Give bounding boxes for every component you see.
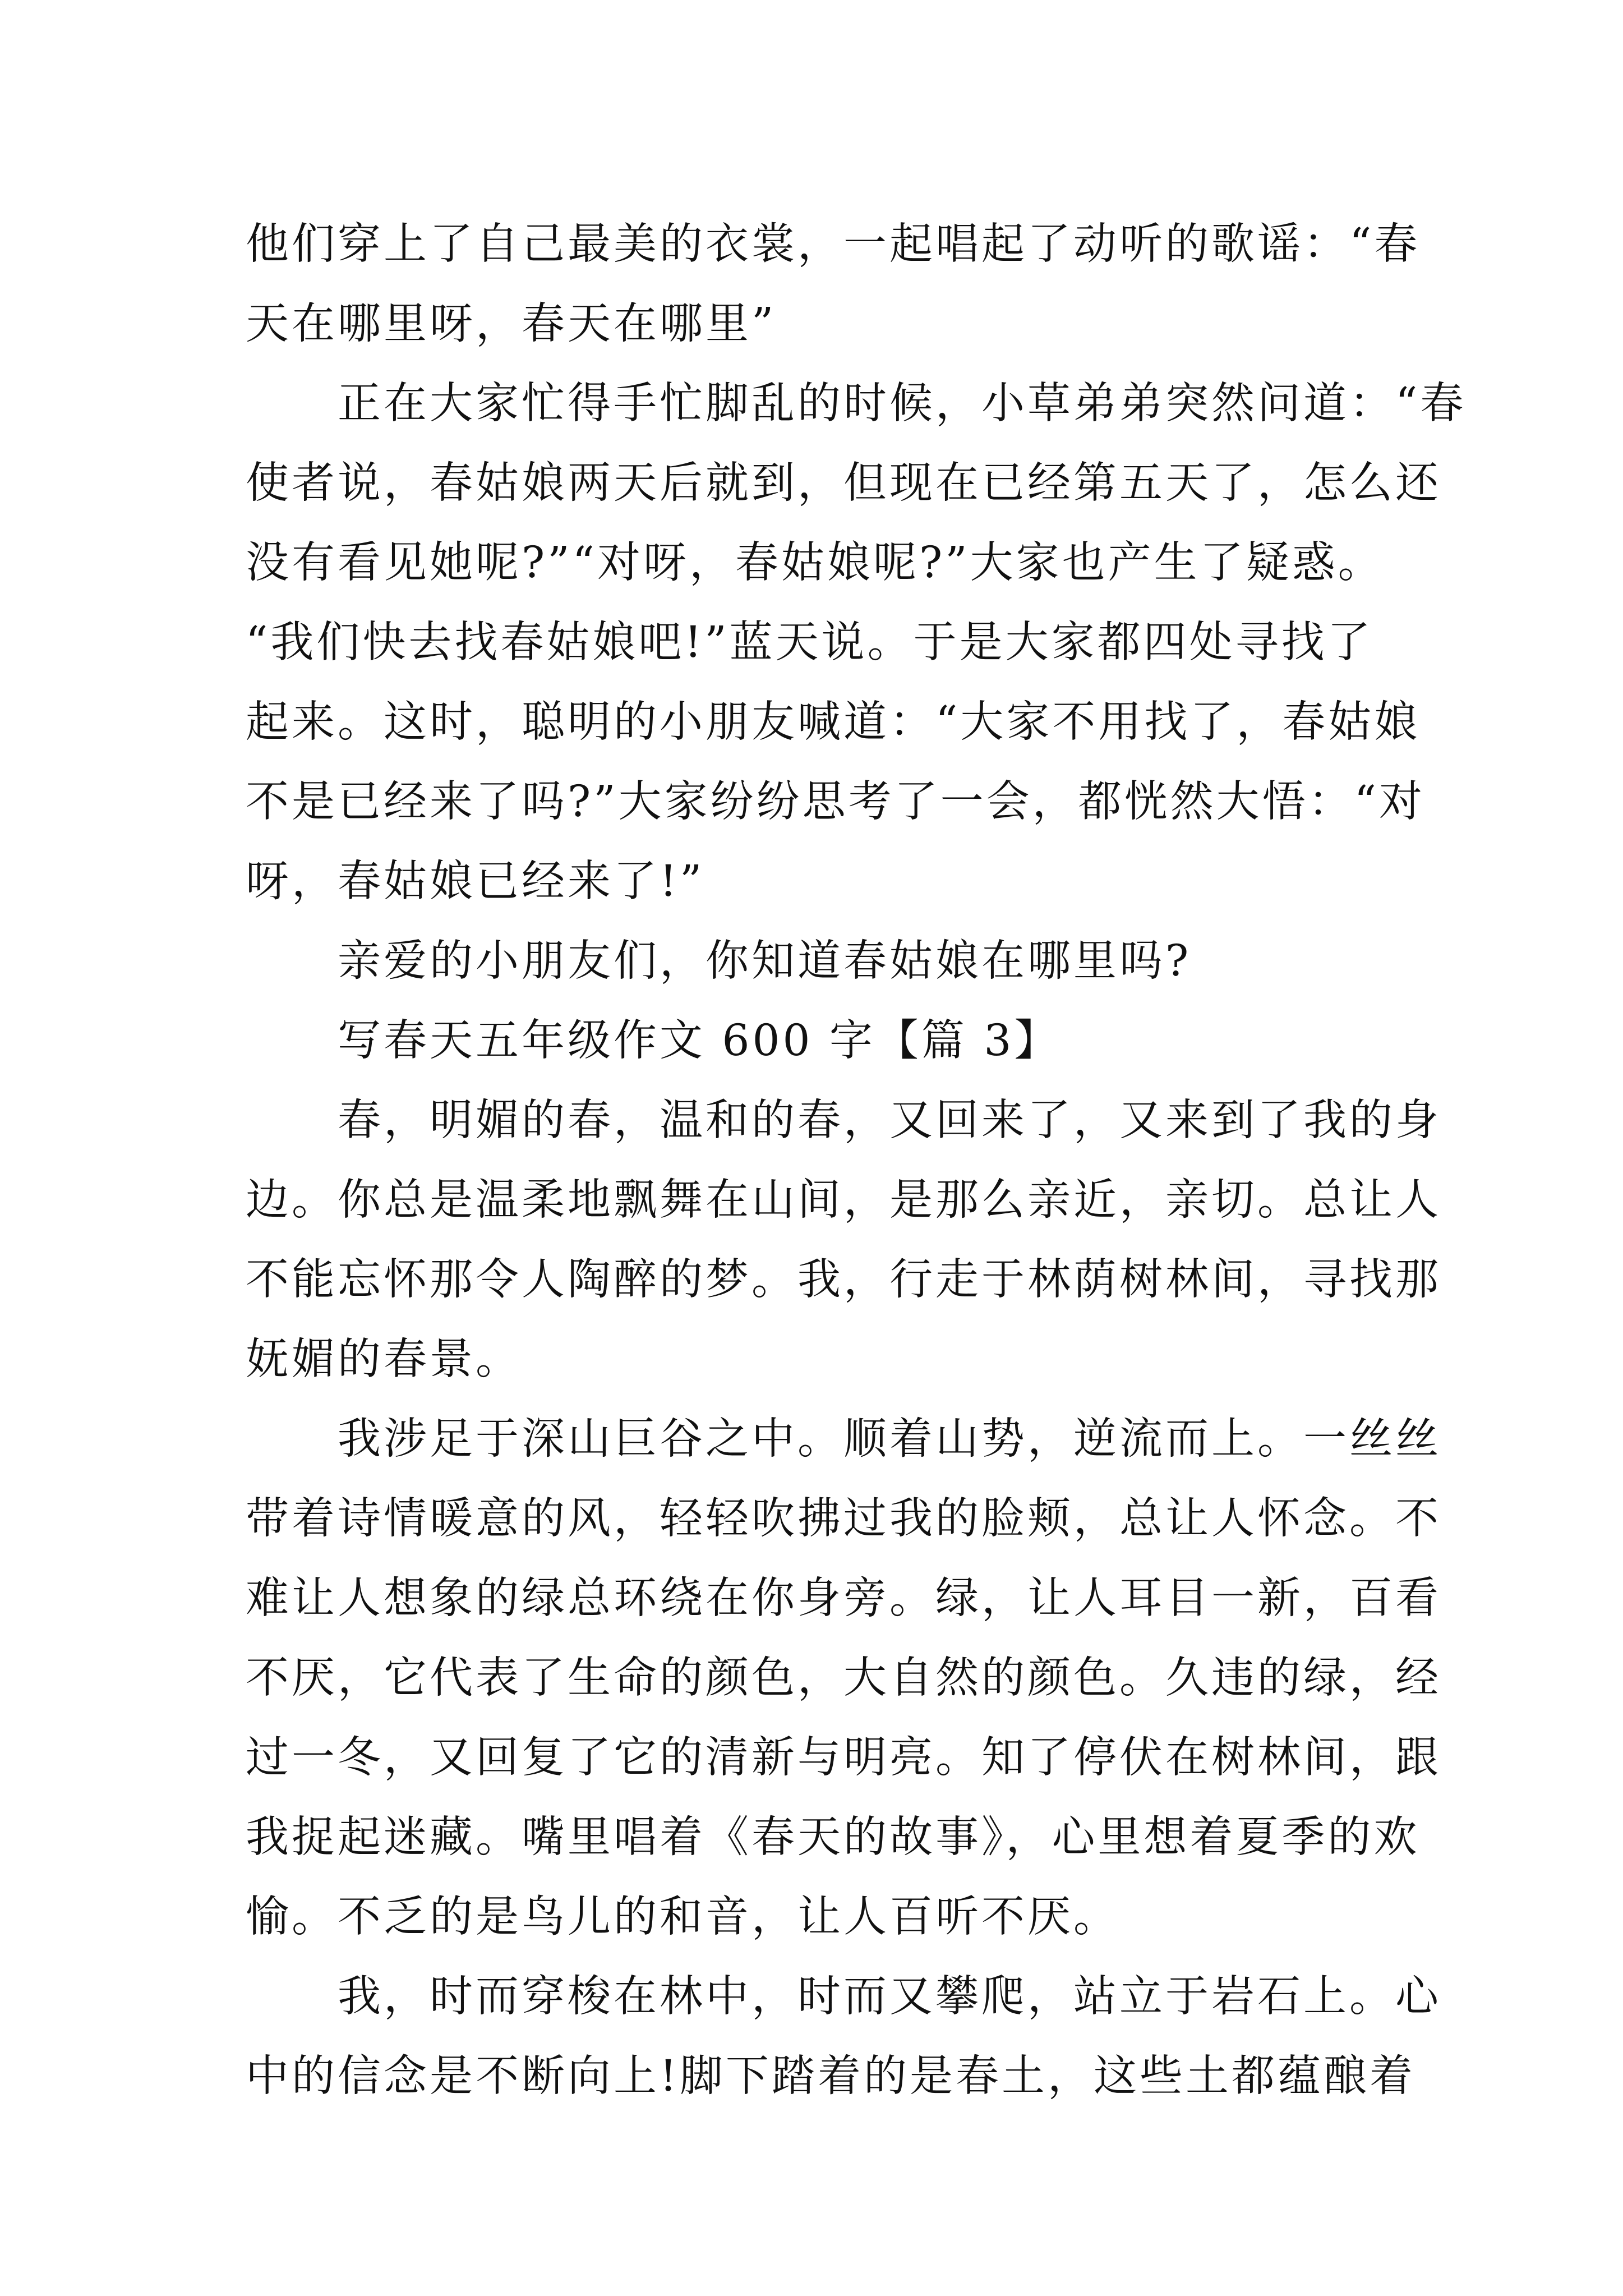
text-line: 妩媚的春景。 [246, 1335, 522, 1384]
text-line: “我们快去找春姑娘吧!”蓝天说。于是大家都四处寻找了 [246, 618, 1373, 668]
document-body [246, 205, 1467, 2116]
text-line: 使者说，春姑娘两天后就到，但现在已经第五天了，怎么还 [246, 458, 1441, 508]
text-line: 边。你总是温柔地飘舞在山间，是那么亲近，亲切。总让人 [246, 1175, 1441, 1225]
text-line: 带着诗情暖意的风，轻轻吹拂过我的脸颊，总让人怀念。不 [246, 1494, 1441, 1544]
text-line: 起来。这时，聪明的小朋友喊道：“大家不用找了，春姑娘 [246, 697, 1421, 747]
text-line: 正在大家忙得手忙脚乱的时候，小草弟弟突然问道：“春 [246, 379, 1467, 429]
section-heading: 写春天五年级作文 600 字【篇 3】 [246, 1016, 1061, 1066]
text-line: 愉。不乏的是鸟儿的和音，让人百听不厌。 [246, 1892, 1119, 1942]
text-line: 难让人想象的绿总环绕在你身旁。绿，让人耳目一新，百看 [246, 1573, 1441, 1623]
text-line: 中的信念是不断向上!脚下踏着的是春土，这些土都蕴酿着 [246, 2051, 1415, 2101]
text-line: 没有看见她呢?”“对呀，春姑娘呢?”大家也产生了疑惑。 [246, 538, 1384, 588]
text-line: 他们穿上了自己最美的衣裳，一起唱起了动听的歌谣：“春 [246, 219, 1421, 269]
text-line: 我涉足于深山巨谷之中。顺着山势，逆流而上。一丝丝 [246, 1414, 1441, 1464]
text-line: 呀，春姑娘已经来了!” [246, 857, 705, 907]
text-line: 亲爱的小朋友们，你知道春姑娘在哪里吗? [246, 936, 1192, 986]
text-line: 过一冬，又回复了它的清新与明亮。知了停伏在树林间，跟 [246, 1733, 1441, 1783]
text-line: 不能忘怀那令人陶醉的梦。我，行走于林荫树林间，寻找那 [246, 1255, 1441, 1305]
text-line: 春，明媚的春，温和的春，又回来了，又来到了我的身 [246, 1096, 1441, 1145]
text-line: 不厌，它代表了生命的颜色，大自然的颜色。久违的绿，经 [246, 1653, 1441, 1703]
text-line: 天在哪里呀，春天在哪里” [246, 299, 777, 349]
text-line: 我捉起迷藏。嘴里唱着《春天的故事》，心里想着夏季的欢 [246, 1812, 1420, 1862]
text-line: 不是已经来了吗?”大家纷纷思考了一会，都恍然大悟：“对 [246, 777, 1426, 827]
text-line: 我，时而穿梭在林中，时而又攀爬，站立于岩石上。心 [246, 1972, 1441, 2022]
